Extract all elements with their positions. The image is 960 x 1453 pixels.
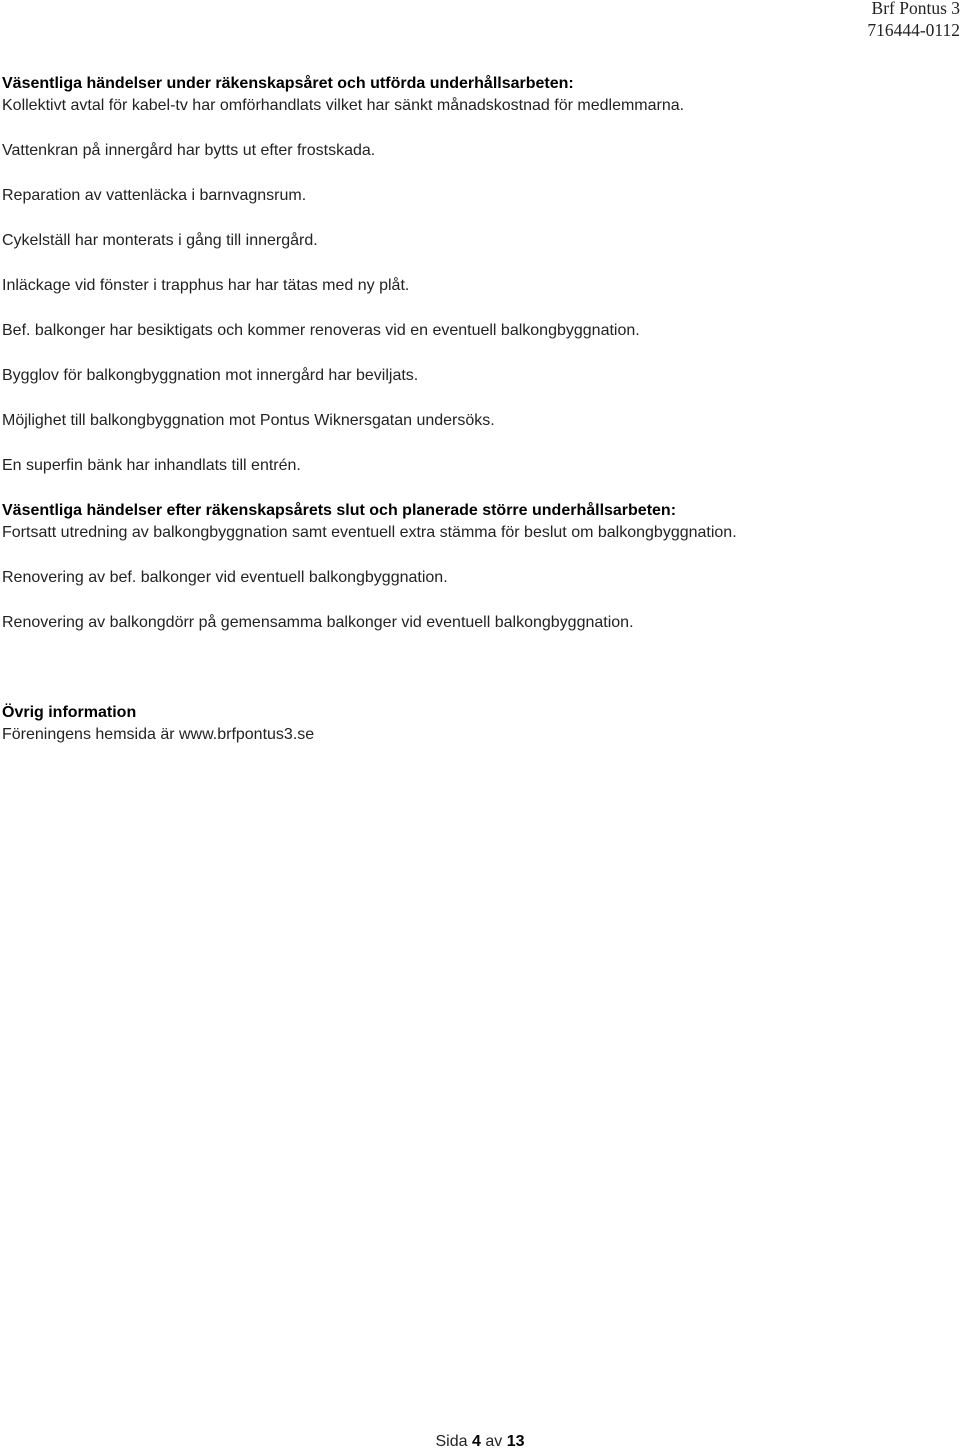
- document-body: [2, 73, 942, 746]
- org-name: Brf Pontus 3: [871, 0, 960, 18]
- section-events-after-year: [2, 500, 942, 634]
- page-footer: [0, 1431, 960, 1453]
- section-heading: Väsentliga händelser efter räkenskapsårets slut och planerade större underhållsarbeten:: [2, 502, 677, 519]
- website-text: Föreningens hemsida är www.brfpontus3.se: [2, 726, 315, 743]
- page-header: [867, 0, 960, 41]
- list-item: Kollektivt avtal för kabel-tv har omförhandlats vilket har sänkt månadskostnad för medlemmarna.: [2, 97, 685, 114]
- list-item: Cykelställ har monterats i gång till innergård.: [2, 232, 318, 249]
- list-item: Renovering av balkongdörr på gemensamma balkonger vid eventuell balkongbyggnation.: [2, 614, 634, 631]
- current-page-number: 4: [471, 1433, 481, 1450]
- list-item: Reparation av vattenläcka i barnvagnsrum.: [2, 187, 307, 204]
- page-separator: av: [485, 1433, 503, 1450]
- list-item: Inläckage vid fönster i trapphus har har tätas med ny plåt.: [2, 277, 410, 294]
- total-page-count: 13: [506, 1433, 525, 1450]
- list-item: Renovering av bef. balkonger vid eventuell balkongbyggnation.: [2, 569, 448, 586]
- org-number: 716444-0112: [867, 20, 960, 40]
- list-item: Möjlighet till balkongbyggnation mot Pontus Wiknersgatan undersöks.: [2, 412, 495, 429]
- list-item: En superfin bänk har inhandlats till entrén.: [2, 457, 301, 474]
- list-item: Bef. balkonger har besiktigats och kommer renoveras vid en eventuell balkongbyggnation.: [2, 322, 640, 339]
- section-heading: Övrig information: [2, 704, 137, 721]
- section-heading: Väsentliga händelser under räkenskapsåret och utförda underhållsarbeten:: [2, 75, 574, 92]
- page-label: Sida: [435, 1433, 468, 1450]
- section-events-during-year: [2, 73, 942, 477]
- list-item: Bygglov för balkongbyggnation mot innergård har beviljats.: [2, 367, 419, 384]
- list-item: Fortsatt utredning av balkongbyggnation samt eventuell extra stämma för beslut om balkongbyggnation.: [2, 524, 737, 541]
- section-other-information: [2, 702, 942, 746]
- list-item: Vattenkran på innergård har bytts ut efter frostskada.: [2, 142, 376, 159]
